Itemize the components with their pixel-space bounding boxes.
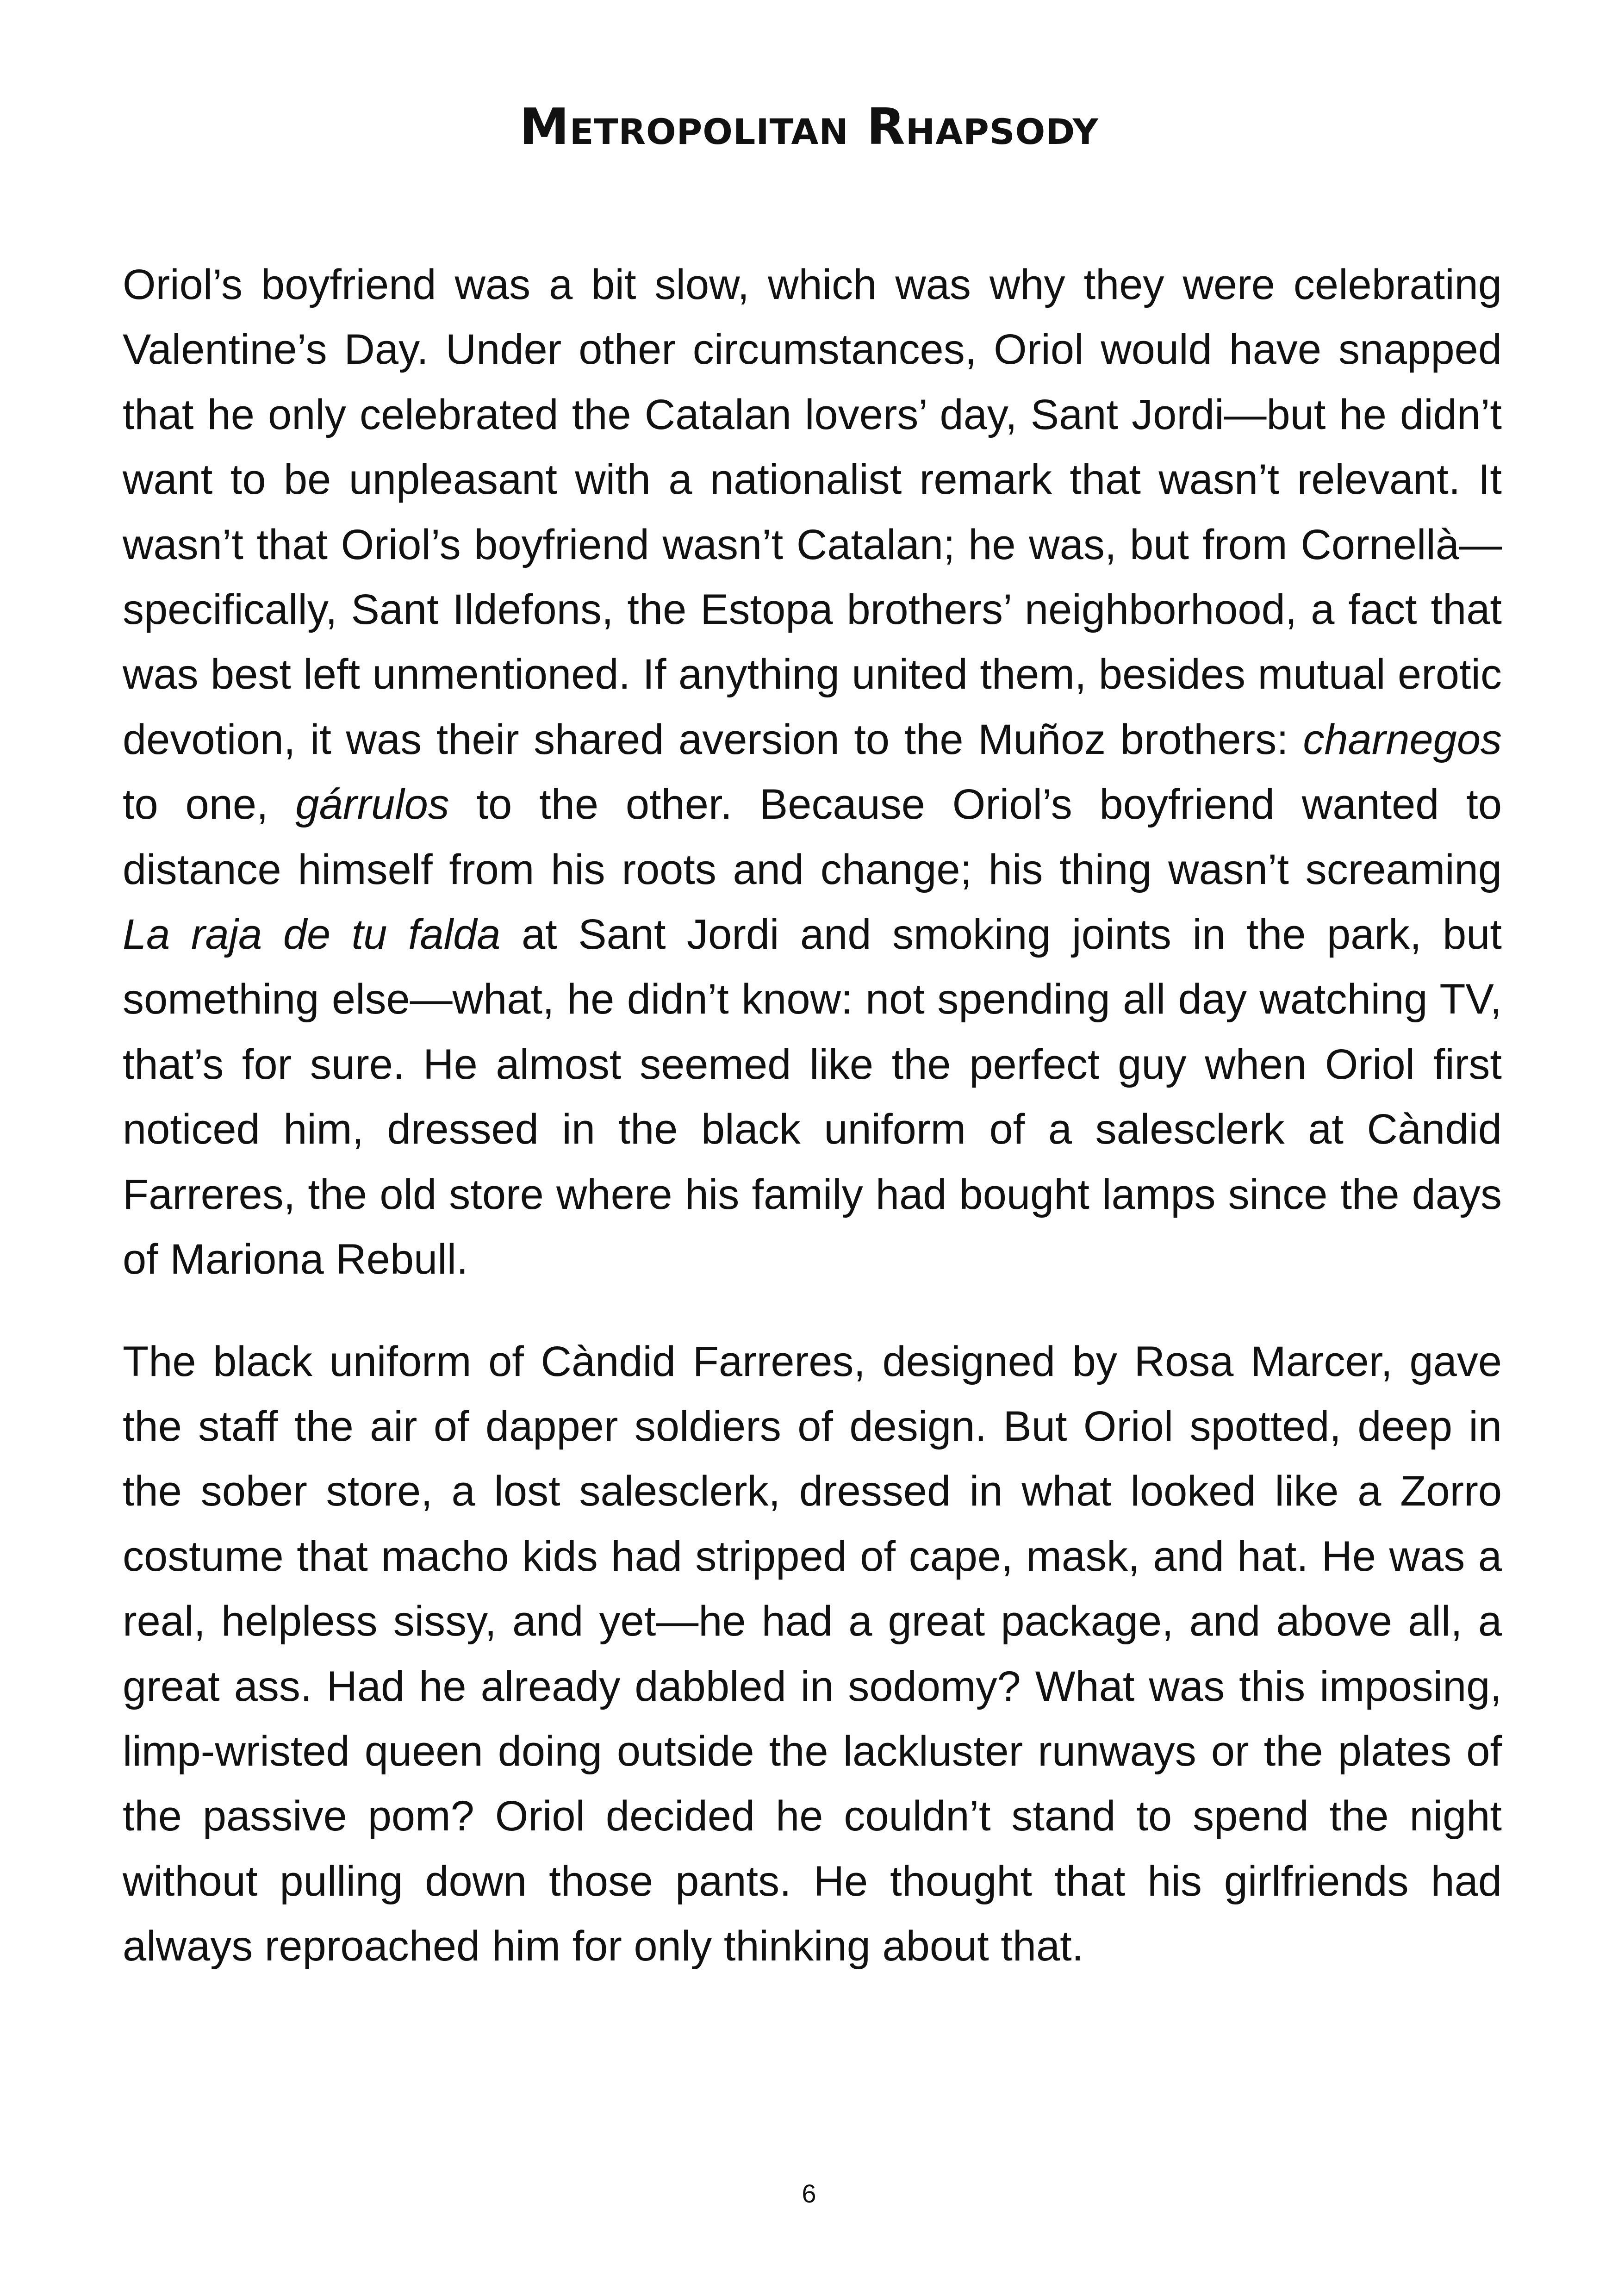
body-text [123,252,1502,1979]
text-run: to one, [123,781,296,828]
text-run: at Sant Jordi and smoking joints in the park, but something else—what, he didn’t know: not spending all day watching TV, that’s for sure. He almost seemed like the perfect guy when Oriol first noticed him, dressed in the black uniform of a salesclerk at Càndid Farreres, the old store where his family had bought lamps since the days of Mariona Rebull. [123,911,1502,1283]
paragraph-1 [123,252,1502,1292]
italic-run: charnegos [1303,716,1502,763]
paragraph-2 [123,1329,1502,1979]
text-run: to the other. Because Oriol’s boyfriend wanted to distance himself from his roots and change; his thing wasn’t screaming [123,781,1502,893]
page-number: 6 [802,2179,816,2208]
page-title: Metropolitan Rhapsody [519,98,1099,156]
italic-run: La raja de tu falda [123,911,501,958]
text-run: Oriol’s boyfriend was a bit slow, which was why they were celebrating Valentine’s Day. Under other circumstances, Oriol would have snapped that he only celebrated the Catalan lovers’ day, Sant Jordi—but he didn’t want to be unpleasant with a nationalist remark that wasn’t relevant. It wasn’t that Oriol’s boyfriend wasn’t Catalan; he was, but from Cornellà—specifically, Sant Ildefons, the Estopa brothers’ neighborhood, a fact that was best left unmentioned. If anything united them, besides mutual erotic devotion, it was their shared aversion to the Muñoz brothers: [123,261,1502,763]
italic-run: gárrulos [295,781,449,828]
text-run: The black uniform of Càndid Farreres, designed by Rosa Marcer, gave the staff the air of dapper soldiers of design. But Oriol spotted, deep in the sober store, a lost salesclerk, dressed in what looked like a Zorro costume that macho kids had stripped of cape, mask, and hat. He was a real, helpless sissy, and yet—he had a great package, and above all, a great ass. Had he already dabbled in sodomy? What was this imposing, limp-wristed queen doing outside the lackluster runways or the plates of the passive pom? Oriol decided he couldn’t stand to spend the night without pulling down those pants. He thought that his girlfriends had always reproached him for only thinking about that. [123,1338,1502,1970]
